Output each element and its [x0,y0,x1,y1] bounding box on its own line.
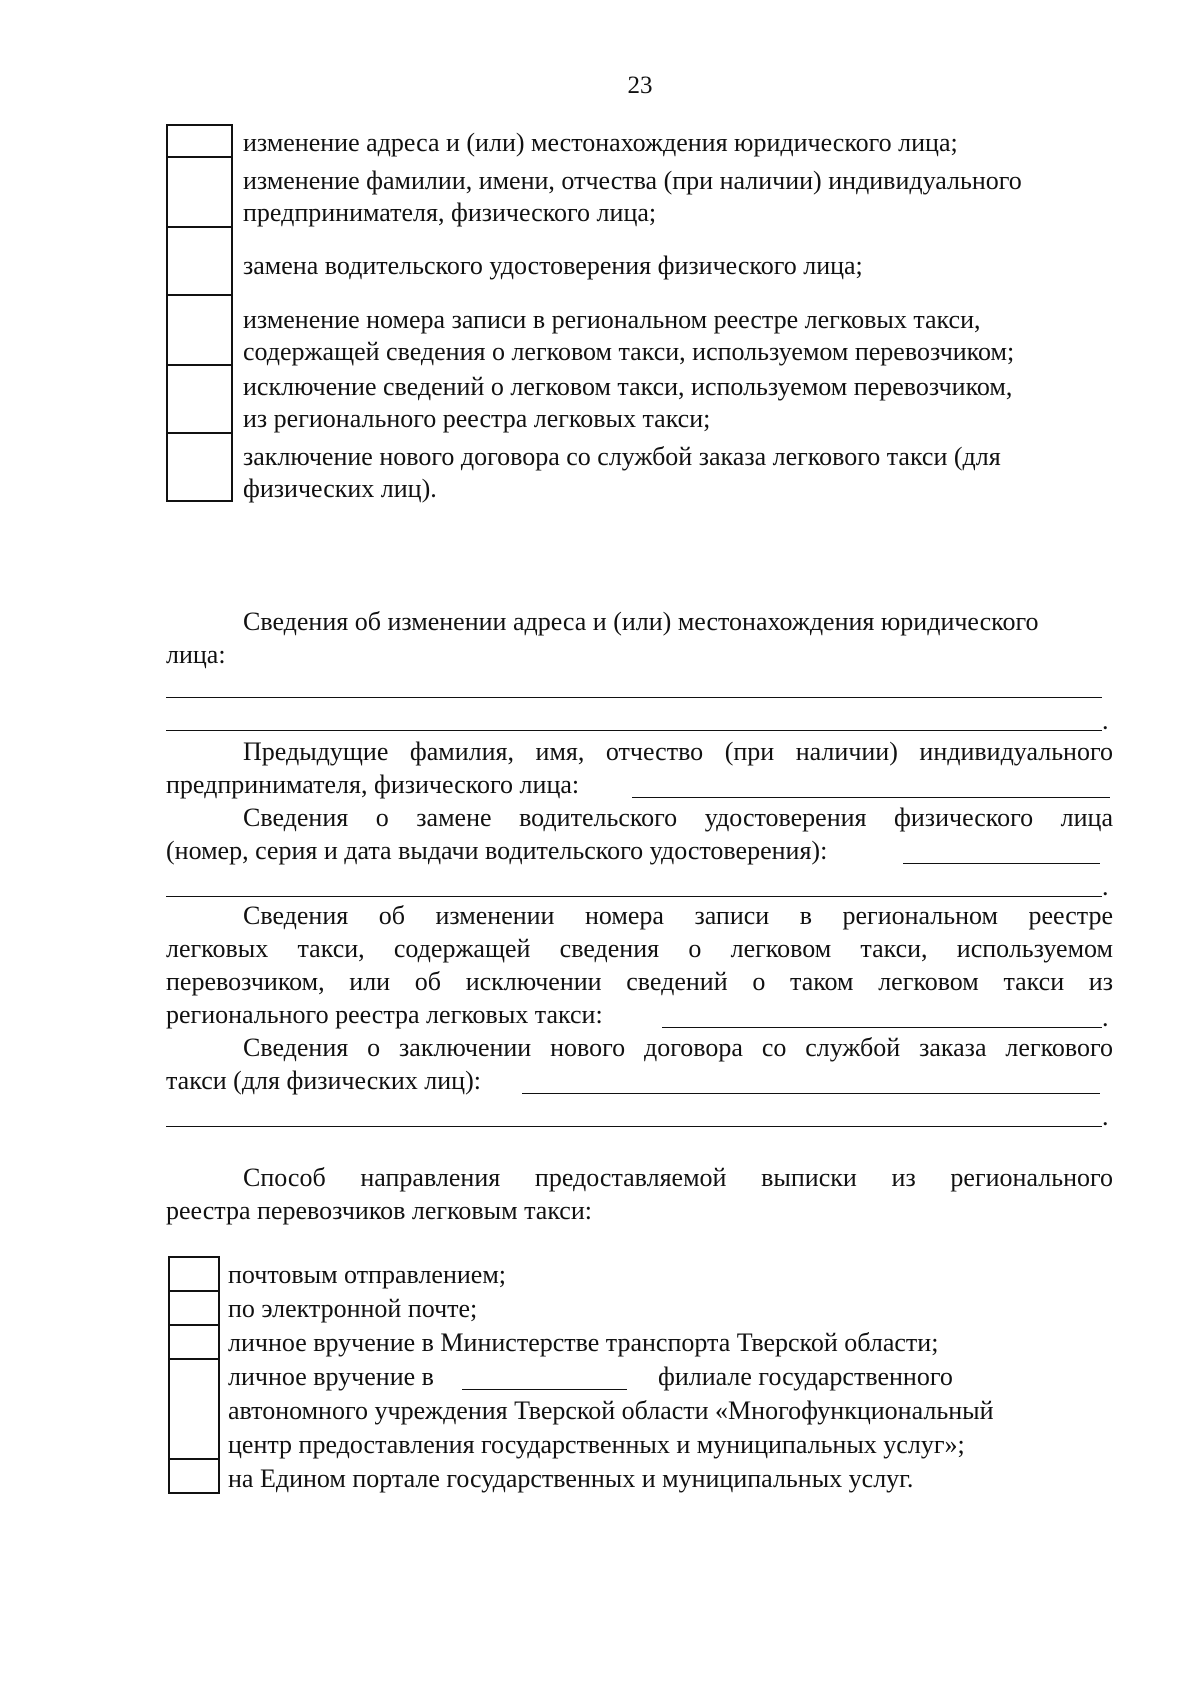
option-name-change-l1: изменение фамилии, имени, отчества (при наличии) индивидуального [243,166,1022,195]
address-change-label-l1: Сведения об изменении адреса и (или) местонахождения юридического [243,607,1039,636]
license-input-line-1[interactable] [903,863,1100,864]
checkbox-registry-exclusion[interactable] [168,364,231,432]
checkbox-name-change[interactable] [168,156,231,226]
prev-name-label-l2: предпринимателя, физического лица: [166,770,580,799]
delivery-option-portal: на Едином портале государственных и муниципальных услуг. [228,1464,914,1493]
option-registry-number-l2: содержащей сведения о легковом такси, используемом перевозчиком; [243,337,1015,366]
option-registry-number-l1: изменение номера записи в региональном реестре легковых такси, [243,305,981,334]
address-change-period: . [1102,706,1109,735]
registry-label-l3: перевозчиком, или об исключении сведений о таком легковом такси из [166,967,1113,996]
delivery-option-ministry: личное вручение в Министерстве транспорта Тверской области; [228,1328,939,1357]
delivery-option-postal: почтовым отправлением; [228,1260,507,1289]
license-label-l2: (номер, серия и дата выдачи водительского удостоверения): [166,836,828,865]
delivery-heading-l2: реестра перевозчиков легковым такси: [166,1196,592,1225]
delivery-option-email: по электронной почте; [228,1294,478,1323]
delivery-option-mfc-l2: автономного учреждения Тверской области «Многофункциональный [228,1396,994,1425]
option-registry-exclusion-l1: исключение сведений о легковом такси, используемом перевозчиком, [243,372,1013,401]
checkbox-license-replacement[interactable] [168,226,231,294]
contract-period: . [1102,1102,1109,1131]
registry-label-l2: легковых такси, содержащей сведения о легковом такси, используемом [166,934,1113,963]
license-period: . [1102,872,1109,901]
checkbox-ministry-pickup[interactable] [170,1324,218,1358]
option-license-replacement: замена водительского удостоверения физического лица; [243,251,863,280]
checkbox-registry-number-change[interactable] [168,294,231,364]
registry-period: . [1102,1003,1109,1032]
option-address-change: изменение адреса и (или) местонахождения юридического лица; [243,128,958,157]
checkbox-new-contract[interactable] [168,432,231,500]
registry-input-line[interactable] [662,1027,1102,1028]
checkbox-portal[interactable] [170,1458,218,1492]
delivery-option-mfc-l1b: филиале государственного [658,1362,953,1391]
contract-input-line-1[interactable] [522,1093,1100,1094]
checkbox-postal[interactable] [170,1256,218,1290]
option-registry-exclusion-l2: из регионального реестра легковых такси; [243,404,711,433]
option-name-change-l2: предпринимателя, физического лица; [243,198,657,227]
checkbox-email[interactable] [170,1290,218,1324]
license-label-l1: Сведения о замене водительского удостоверения физического лица [243,803,1113,832]
license-input-line-2[interactable] [166,896,1102,897]
prev-name-label-l1: Предыдущие фамилия, имя, отчество (при наличии) индивидуального [243,737,1113,766]
option-new-contract-l2: физических лиц). [243,474,437,503]
checkbox-address-change[interactable] [168,124,231,156]
address-change-input-line-2[interactable] [166,730,1102,731]
contract-input-line-2[interactable] [166,1126,1102,1127]
registry-label-l4: регионального реестра легковых такси: [166,1000,603,1029]
delivery-checkbox-column [168,1256,220,1494]
registry-label-l1: Сведения об изменении номера записи в региональном реестре [243,901,1113,930]
change-checkbox-column [166,124,233,502]
delivery-option-mfc-l3: центр предоставления государственных и муниципальных услуг»; [228,1430,965,1459]
contract-label-l1: Сведения о заключении нового договора со службой заказа легкового [243,1033,1113,1062]
address-change-input-line-1[interactable] [166,697,1102,698]
prev-name-input-line[interactable] [632,797,1110,798]
mfc-branch-input-line[interactable] [462,1389,627,1390]
checkbox-mfc-pickup[interactable] [170,1358,218,1458]
contract-label-l2: такси (для физических лиц): [166,1066,481,1095]
option-new-contract-l1: заключение нового договора со службой заказа легкового такси (для [243,442,1001,471]
address-change-label-l2: лица: [166,640,226,669]
page-number: 23 [627,72,653,99]
delivery-option-mfc-l1a: личное вручение в [228,1362,434,1391]
delivery-heading-l1: Способ направления предоставляемой выписки из регионального [243,1163,1113,1192]
